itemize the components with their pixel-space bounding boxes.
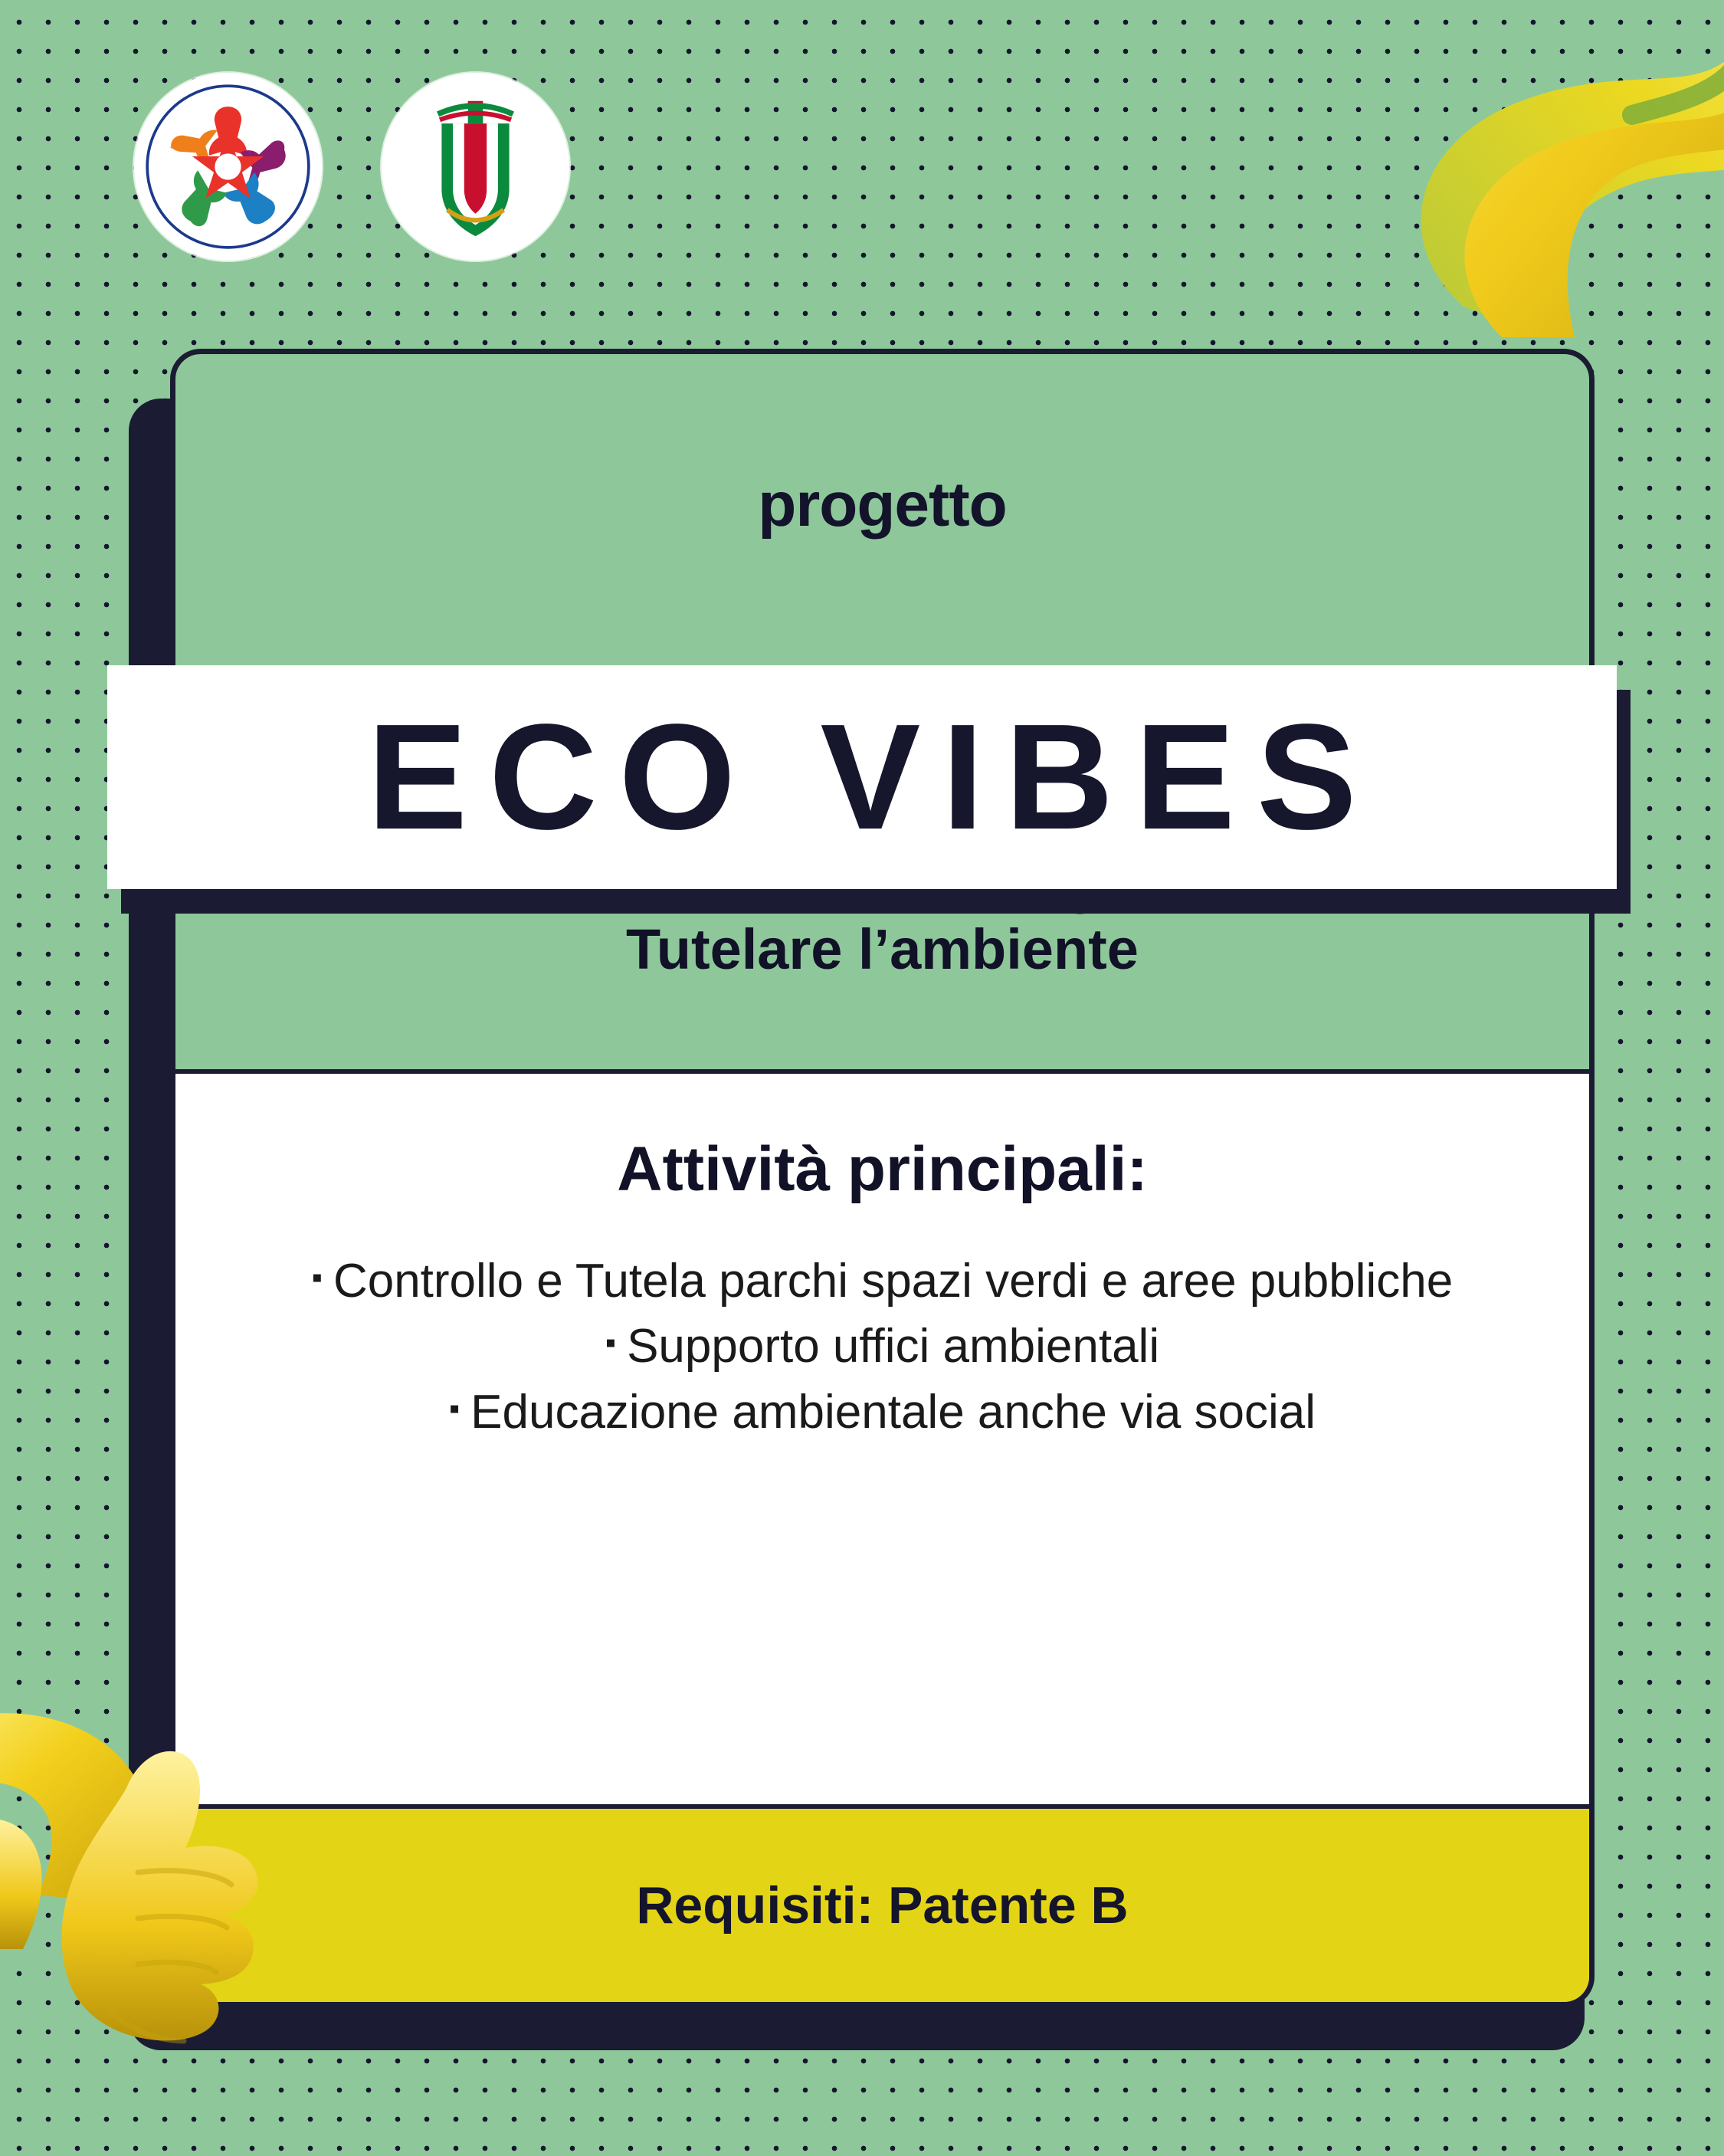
activities-list [221, 1249, 1543, 1446]
list-item [221, 1314, 1543, 1380]
activity-text: Controllo e Tutela parchi spazi verdi e aree pubbliche [333, 1254, 1454, 1308]
activity-text: Supporto uffici ambientali [627, 1320, 1160, 1373]
requirements-text: Requisiti: Patente B [636, 1876, 1129, 1934]
activities-heading: Attività principali: [617, 1134, 1148, 1204]
kicker-label: progetto [758, 470, 1007, 540]
subtitle-line-2: Tutelare l’ambiente [626, 917, 1139, 982]
activity-text: Educazione ambientale anche via social [470, 1385, 1316, 1439]
bullet-icon: ▪ [311, 1260, 323, 1295]
logo-row [134, 73, 569, 261]
poster-card [170, 349, 1595, 2007]
title-band [107, 665, 1617, 889]
activities-panel [175, 1069, 1589, 1809]
servizio-civile-universale-logo [134, 73, 322, 261]
bullet-icon: ▪ [605, 1326, 617, 1360]
list-item [221, 1249, 1543, 1314]
bullet-icon: ▪ [448, 1391, 460, 1426]
page-title: ECO VIBES [367, 693, 1378, 861]
list-item [221, 1380, 1543, 1446]
requirements-band [175, 1809, 1589, 2002]
comune-stemma-logo [382, 73, 569, 261]
